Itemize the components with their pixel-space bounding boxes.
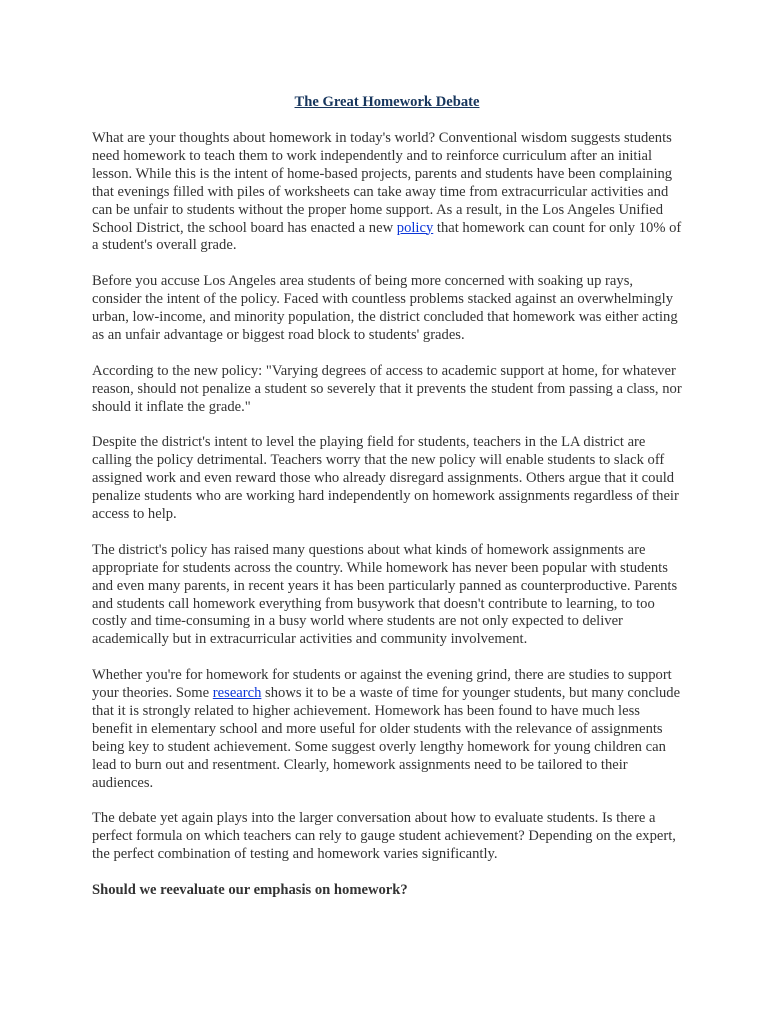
paragraph-5: The district's policy has raised many questions about what kinds of homework assignments are appropriate for students across the country. While homework has never been popular with students and even many parents, in recent years it has been particularly panned as counterproductive. Parents and students call homework everything from busywork that doesn't contribute to learning, to too costly and time-consuming in a busy world where students are not only expected to deliver academically but in extracurricular activities and community involvement. bbox=[92, 541, 678, 648]
paragraph-1-text-before: What are your thoughts about homework in today's world? Conventional wisdom suggests students need homework to teach them to work independently and to reinforce curriculum after an initial lesson. While this is the intent of home-based projects, parents and students have been complaining that evenings filled with piles of worksheets can take away time from extracurricular activities and can be unfair to students without the proper home support. As a result, in the Los Angeles Unified School District, the school board has enacted a new bbox=[92, 130, 673, 236]
research-link[interactable]: research bbox=[212, 685, 262, 702]
paragraph-4: Despite the district's intent to level the playing field for students, teachers in the LA district are calling the policy detrimental. Teachers worry that the new policy will enable students to slack off assigned work and even reward those who already disregard assignments. Others argue that it could penalize students who are working hard independently on homework assignments regardless of their access to help. bbox=[92, 434, 679, 522]
document-title bbox=[92, 92, 682, 112]
policy-link[interactable]: policy bbox=[396, 219, 434, 236]
closing-question: Should we reevaluate our emphasis on homework? bbox=[92, 881, 408, 898]
paragraph-7: The debate yet again plays into the larger conversation about how to evaluate students. Is there a perfect formula on which teachers can rely to gauge student achievement? Depending on the expert, the perfect combination of testing and homework varies significantly. bbox=[92, 810, 676, 863]
paragraph-2: Before you accuse Los Angeles area students of being more concerned with soaking up rays, consider the intent of the policy. Faced with countless problems stacked against an overwhelmingly urban, low-income, and minority population, the district concluded that homework was either acting as an unfair advantage or biggest road block to students' grades. bbox=[92, 273, 678, 343]
paragraph-6 bbox=[92, 667, 682, 792]
paragraph-1-text-after: that homework can count for only 10% of a student's overall grade. bbox=[92, 219, 682, 254]
document-page bbox=[92, 92, 682, 900]
paragraph-3: According to the new policy: "Varying degrees of access to academic support at home, for whatever reason, should not penalize a student so severely that it prevents the student from passing a class, nor should it inflate the grade." bbox=[92, 362, 682, 415]
title-link[interactable]: The Great Homework Debate bbox=[294, 94, 480, 110]
paragraph-6-text-after: shows it to be a waste of time for younger students, but many conclude that it is strongly related to higher achievement. Homework has been found to have much less benefit in elementary school and more useful for older students with the relevance of assignments being key to student achievement. Some suggest overly lengthy homework for young children can lead to burn out and resentment. Clearly, homework assignments need to be tailored to their audiences. bbox=[92, 685, 681, 791]
paragraph-6-text-before: Whether you're for homework for students or against the evening grind, there are studies to support your theories. Some bbox=[92, 667, 672, 702]
paragraph-1 bbox=[92, 130, 682, 255]
